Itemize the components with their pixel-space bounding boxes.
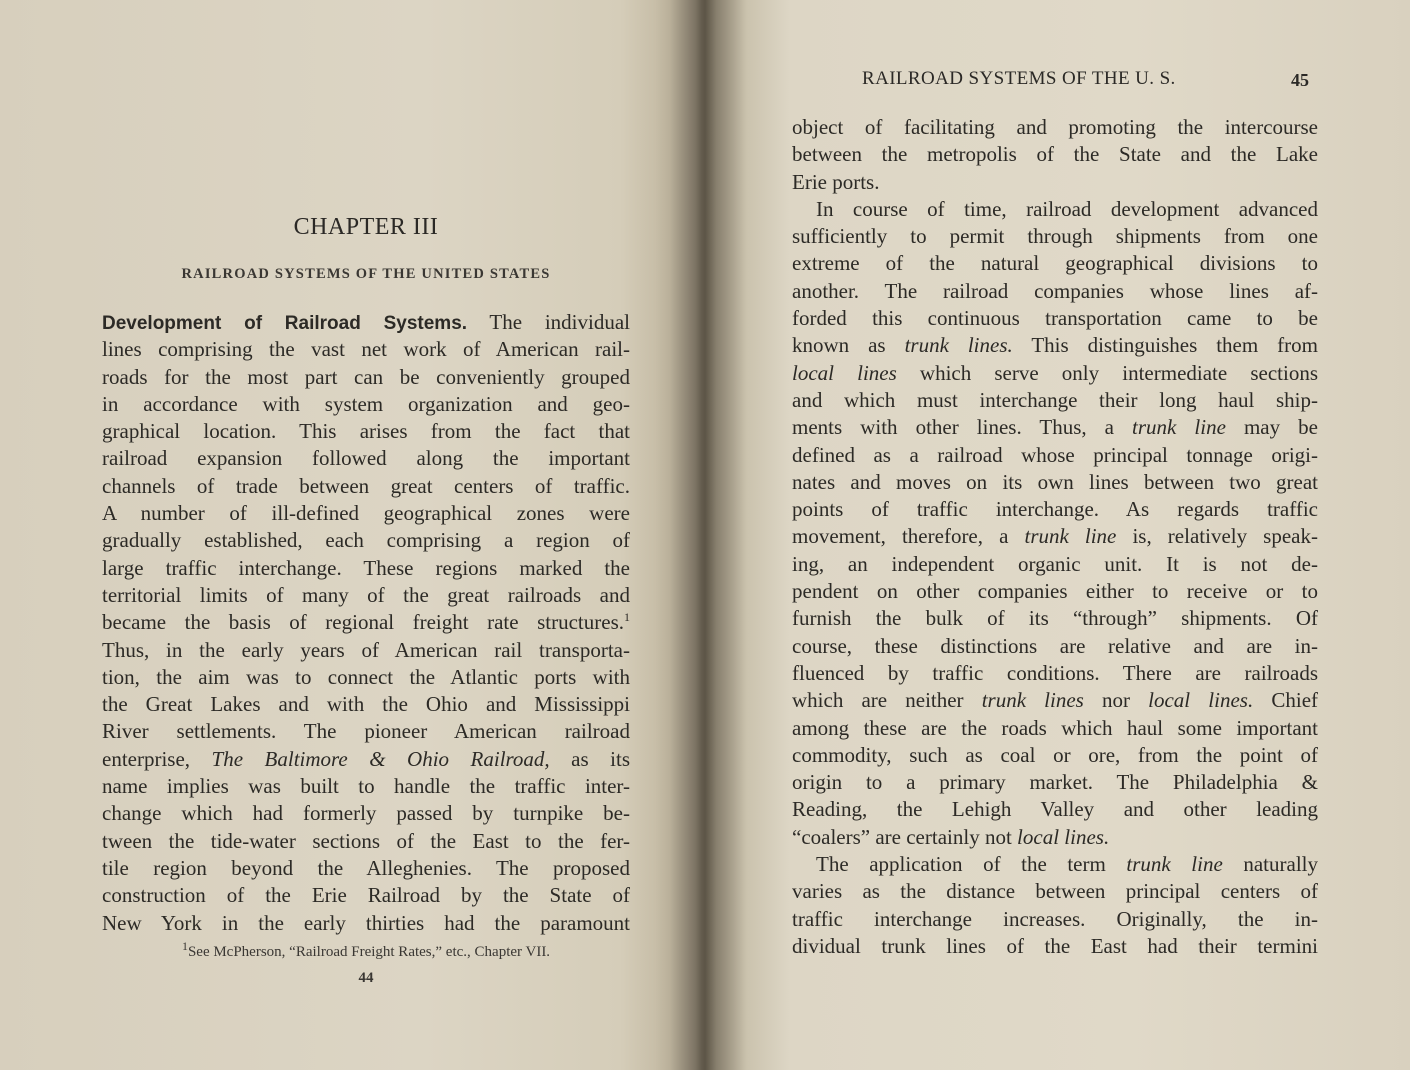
right-body-text [792, 114, 1318, 960]
text-line: ments with other lines. Thus, a trunk line may be [792, 415, 1318, 440]
text-line: railroad expansion followed along the important [102, 446, 630, 471]
italic-title: The Baltimore & Ohio Railroad, [211, 746, 550, 771]
text-line: Development of Railroad Systems. The individual [102, 310, 630, 334]
text-line: and which must interchange their long haul ship- [792, 387, 1318, 412]
section-heading: Development of Railroad Systems. [102, 313, 468, 334]
left-page [0, 0, 700, 1070]
text-line: varies as the distance between principal centers of [792, 879, 1318, 904]
text-line: defined as a railroad whose principal tonnage origi- [792, 442, 1318, 467]
text-line: pendent on other companies either to receive or to [792, 579, 1318, 604]
text-line: River settlements. The pioneer American railroad [102, 719, 630, 744]
text-line: Erie ports. [792, 169, 880, 194]
left-body-text [102, 309, 630, 937]
text-line: The application of the term trunk line naturally [816, 852, 1318, 877]
chapter-title: CHAPTER III [293, 214, 439, 240]
text-line: Reading, the Lehigh Valley and other leading [792, 797, 1318, 822]
text-line: in accordance with system organization and geo- [102, 391, 630, 416]
text-line: A number of ill-defined geographical zones were [102, 501, 630, 526]
text-line: New York in the early thirties had the paramount [102, 910, 630, 935]
text-line: tile region beyond the Alleghenies. The proposed [102, 855, 630, 880]
text-line: object of facilitating and promoting the intercourse [792, 115, 1318, 139]
text-line: between the metropolis of the State and the Lake [792, 142, 1318, 167]
text-line: In course of time, railroad development advanced [816, 196, 1318, 221]
text-line: name implies was built to handle the traffic inter- [102, 774, 630, 799]
text-line: movement, therefore, a trunk line is, relatively speak- [792, 524, 1318, 549]
text-line: forded this continuous transportation came to be [792, 306, 1318, 331]
footnote-text: See McPherson, “Railroad Freight Rates,” etc., Chapter VII. [187, 944, 551, 960]
text-line: among these are the roads which haul some important [792, 715, 1318, 740]
page-number-left: 44 [358, 970, 374, 986]
text-line: roads for the most part can be conveniently grouped [102, 364, 630, 389]
text-line: gradually established, each comprising a region of [102, 528, 630, 553]
text-line: large traffic interchange. These regions marked the [102, 555, 630, 580]
right-page [715, 0, 1410, 1070]
text-line: dividual trunk lines of the East had their termini [792, 933, 1318, 958]
text-line: ing, an independent organic unit. It is not de- [792, 551, 1318, 576]
text-line: Thus, in the early years of American rail transporta- [102, 637, 630, 662]
text-line: tween the tide-water sections of the East to the fer- [102, 828, 630, 853]
page-number-right: 45 [1291, 70, 1309, 90]
text-line: which are neither trunk lines nor local lines. Chief [792, 688, 1319, 713]
chapter-subtitle: RAILROAD SYSTEMS OF THE UNITED STATES [181, 266, 551, 282]
text-line: origin to a primary market. The Philadelphia & [792, 770, 1318, 795]
text-line: construction of the Erie Railroad by the State of [102, 883, 630, 908]
text-line: became the basis of regional freight rate structures.$^1$ [102, 610, 630, 635]
text-line: known as trunk lines. This distinguishes them from [792, 333, 1318, 358]
text-line: another. The railroad companies whose lines af- [792, 278, 1318, 303]
text-line: territorial limits of many of the great railroads and [102, 582, 630, 607]
text-line: local lines which serve only intermediate sections [792, 360, 1318, 385]
footnote-marker: 1 [181, 939, 188, 953]
footnote-ref: 1 [624, 610, 630, 625]
text-line: extreme of the natural geographical divisions to [792, 251, 1318, 276]
text-line: fluenced by traffic conditions. There are railroads [792, 660, 1318, 685]
text-line: sufficiently to permit through shipments from one [792, 224, 1318, 249]
text-line: nates and moves on its own lines between two great [792, 469, 1318, 494]
text-line: change which had formerly passed by turnpike be- [102, 801, 630, 826]
text-line: tion, the aim was to connect the Atlantic ports with [102, 664, 630, 689]
text-line: commodity, such as coal or ore, from the point of [792, 742, 1318, 767]
footnote [102, 939, 630, 961]
text-line: traffic interchange increases. Originally, the in- [792, 906, 1318, 931]
running-head: RAILROAD SYSTEMS OF THE U. S. [862, 68, 1176, 89]
text-line: enterprise, The Baltimore & Ohio Railroad, as its [102, 746, 630, 771]
text-line: graphical location. This arises from the fact that [102, 419, 630, 444]
text-line: course, these distinctions are relative and are in- [792, 633, 1318, 658]
text-line: the Great Lakes and with the Ohio and Mississippi [102, 692, 630, 717]
text-line: “coalers” are certainly not local lines. [792, 824, 1110, 849]
text-line: furnish the bulk of its “through” shipments. Of [792, 606, 1318, 631]
text-line: lines comprising the vast net work of American rail- [102, 337, 630, 362]
text-line: points of traffic interchange. As regards traffic [792, 497, 1318, 522]
text-line: channels of trade between great centers of traffic. [102, 473, 630, 498]
